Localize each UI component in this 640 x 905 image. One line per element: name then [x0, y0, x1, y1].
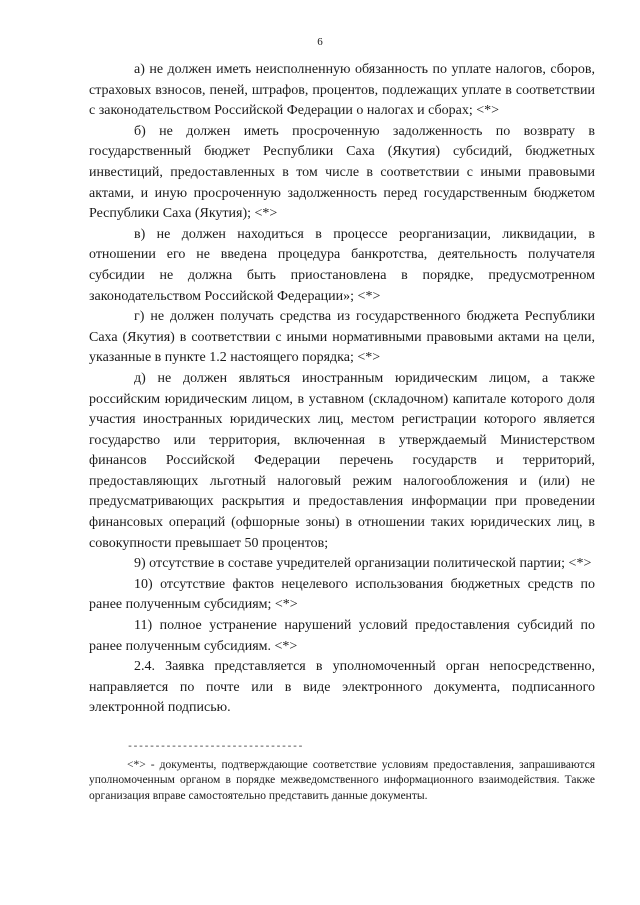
paragraph-d: д) не должен являться иностранным юридическим лицом, а также российским юридическим лицом, в уставном (складочном) капитале которого доля участия иностранных юридических лиц, местом регистрации которого является государство или территория, включенная в утверждаемый Министерством финансов Российской Федерации перечень государств и территорий, предоставляющих льготный налоговый режим налогообложения и (или) не предусматривающих раскрытия и предоставления информации при проведении финансовых операций (офшорные зоны) в отношении таких юридических лиц, в совокупности превышает 50 процентов;: [89, 370, 595, 551]
paragraph-b: б) не должен иметь просроченную задолженность по возврату в государственный бюджет Республики Саха (Якутия) субсидий, бюджетных инвестиций, предоставленных в том числе в соответствии с иными правовыми актами, и иную просроченную задолженность перед государственным бюджетом Республики Саха (Якутия); <*>: [89, 123, 595, 222]
paragraph-9: 9) отсутствие в составе учредителей организации политической партии; <*>: [134, 556, 592, 572]
paragraph-g: г) не должен получать средства из государственного бюджета Республики Саха (Якутия) в соответствии с иными нормативными правовыми актами на цели, указанные в пункте 1.2 настоящего порядка; <*>: [89, 309, 595, 366]
paragraph-a: а) не должен иметь неисполненную обязанность по уплате налогов, сборов, страховых взносов, пеней, штрафов, процентов, подлежащих уплате в соответствии с законодательством Российской Федерации о налогах и сборах; <*>: [89, 62, 595, 119]
document-body: [89, 60, 595, 719]
paragraph-2-4: 2.4. Заявка представляется в уполномоченный орган непосредственно, направляется по почте или в виде электронного документа, подписанного электронной подписью.: [89, 659, 595, 716]
paragraph-10: 10) отсутствие фактов нецелевого использования бюджетных средств по ранее полученным субсидиям; <*>: [89, 576, 595, 613]
footnote-text: <*> - документы, подтверждающие соответствие условиям предоставления, запрашиваются уполномоченным органом в порядке межведомственного информационного взаимодействия. Также организация вправе самостоятельно представить данные документы.: [89, 759, 595, 802]
paragraph-v: в) не должен находиться в процессе реорганизации, ликвидации, в отношении его не введена процедура банкротства, деятельность получателя субсидии не должна быть приостановлена в порядке, предусмотренном законодательством Российской Федерации»; <*>: [89, 226, 595, 304]
paragraph-11: 11) полное устранение нарушений условий предоставления субсидий по ранее полученным субсидиям. <*>: [89, 618, 595, 654]
page-number: 6: [317, 36, 323, 48]
footnote-separator: --------------------------------: [127, 742, 304, 753]
